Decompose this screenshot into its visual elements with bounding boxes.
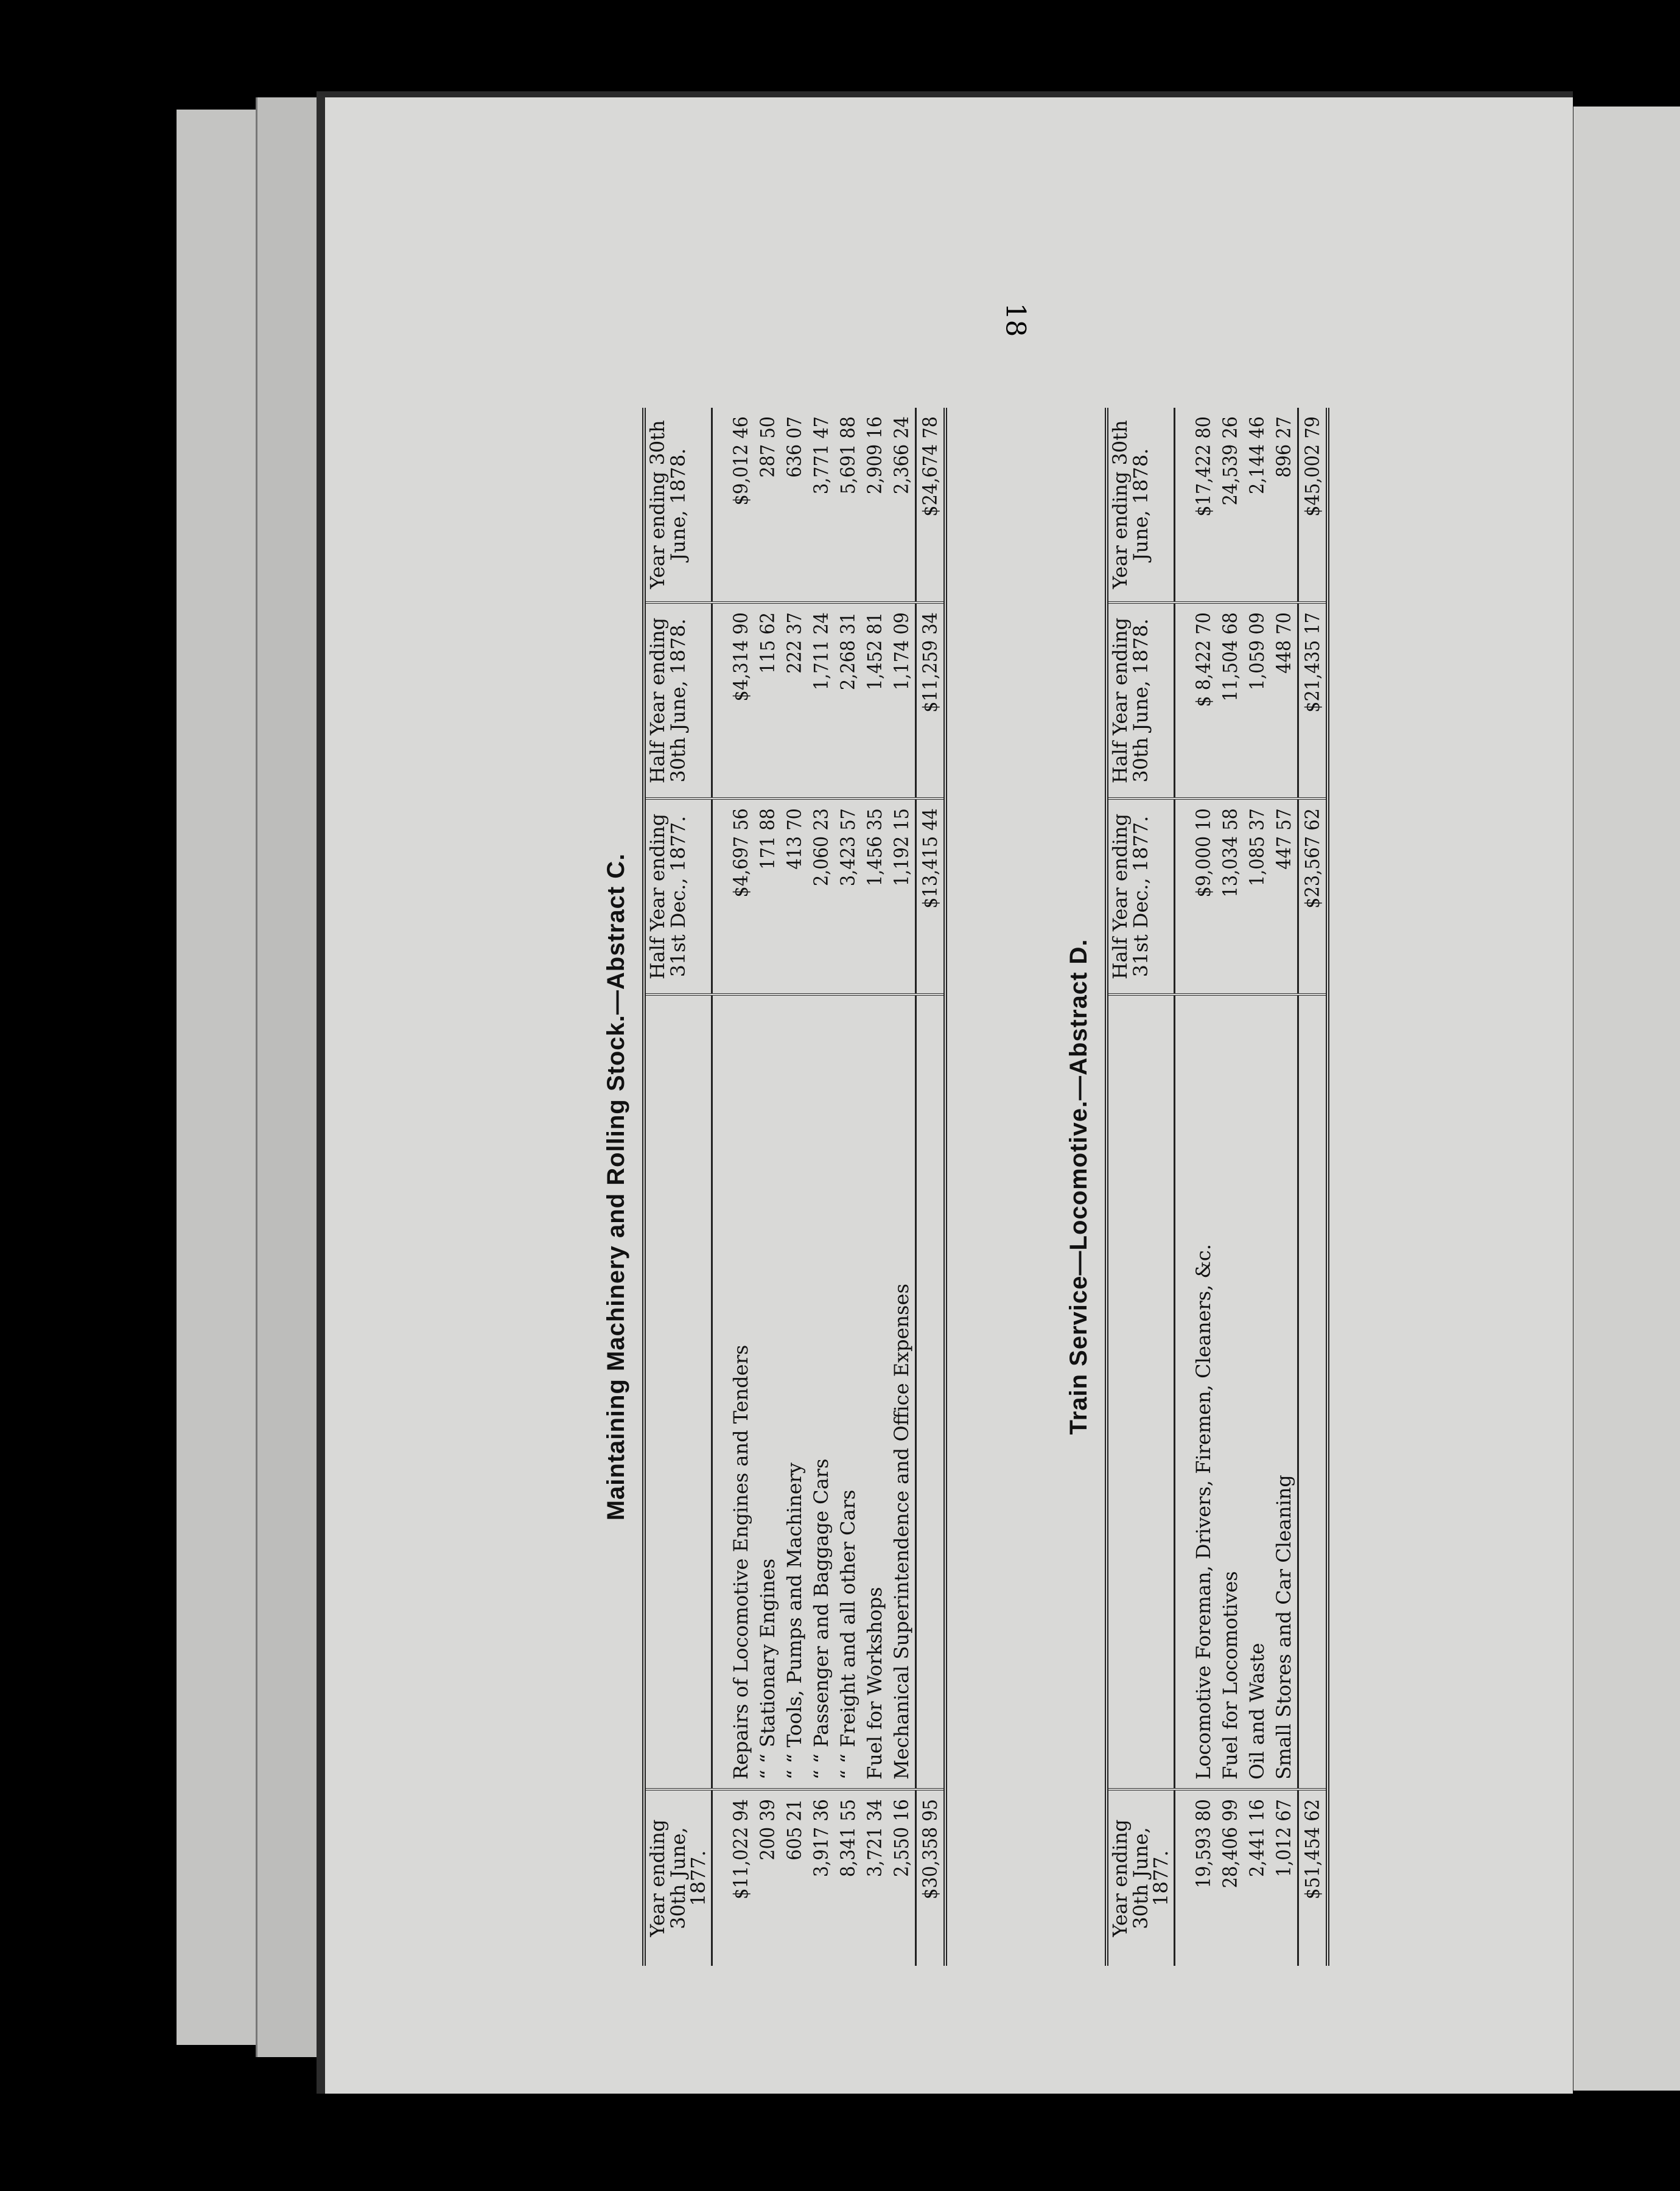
totals-row [1298,408,1328,1966]
cell-half-1878: 1,711 24 [808,603,835,798]
total-half-1878: $11,259 34 [915,603,945,798]
cell-item: “ “ Passenger and Baggage Cars [808,994,835,1789]
cell-year-1877: 605 21 [781,1789,808,1966]
total-year-1877: $30,358 95 [915,1789,945,1966]
cell-half-1878: $4,314 90 [727,603,754,798]
totals-row [915,408,945,1966]
cell-year-1877: 3,721 34 [861,1789,888,1966]
header-items [644,994,712,1789]
cell-year-1878: 287 50 [755,416,779,478]
header-items [1107,994,1174,1789]
table-row [754,408,781,1966]
cell-item: “ “ Stationary Engines [754,994,781,1789]
cell-half-1877: 447 57 [1270,798,1298,994]
cell-half-1878: $ 8,422 70 [1190,603,1217,798]
cell-half-1878: 1,452 81 [861,603,888,798]
cell-item: Mechanical Superintendence and Office Expenses [888,994,916,1789]
cell-half-1878: 222 37 [781,603,808,798]
header-half-june-1878: Half Year ending 30th June, 1878. [644,603,712,798]
cell-year-1877: 28,406 99 [1217,1789,1244,1966]
cell-year-1877: 8,341 55 [835,1789,861,1966]
table-row [1217,408,1244,1966]
abstract-title: Train Service—Locomotive.—Abstract D. [1065,938,1092,1435]
table-row [835,408,861,1966]
total-half-1877: $13,415 44 [915,798,945,994]
cell-half-1878: 2,268 31 [835,603,861,798]
total-half-1878: $21,435 17 [1298,603,1328,798]
header-year-1877: Year ending 30th June, 1877. [1107,1789,1174,1966]
cell-year-1878: 5,691 88 [836,416,859,495]
cell-item: “ “ Tools, Pumps and Machinery [781,994,808,1789]
cell-year-1878: 2,144 46 [1245,416,1269,495]
cell-year-1878: 24,539 26 [1218,416,1242,506]
cell-half-1877: 413 70 [781,798,808,994]
abstract-table [1105,408,1329,1966]
cell-half-1878: 1,059 09 [1244,603,1270,798]
total-half-1877: $23,567 62 [1298,798,1328,994]
table-row [808,408,835,1966]
abstract-table [642,408,947,1966]
table-row [1190,408,1217,1966]
abstract-d [1065,408,1329,1966]
cell-item: “ “ Freight and all other Cars [835,994,861,1789]
table-row [727,408,754,1966]
table-row [861,408,888,1966]
total-year-1878: $24,674 78 [915,408,945,603]
table-row [888,408,916,1966]
total-year-1878: $45,002 79 [1298,408,1328,603]
cell-year-1878: $17,422 80 [1191,416,1215,517]
cell-year-1878: $9,012 46 [729,416,752,506]
cell-year-1878: 896 27 [1272,416,1295,478]
table-row [781,408,808,1966]
cell-item: Repairs of Locomotive Engines and Tenders [727,994,754,1789]
cell-half-1877: $4,697 56 [727,798,754,994]
cell-year-1877: 2,441 16 [1244,1789,1270,1966]
cell-half-1877: 3,423 57 [835,798,861,994]
cell-item: Fuel for Workshops [861,994,888,1789]
cell-year-1877: 200 39 [754,1789,781,1966]
cell-half-1878: 11,504 68 [1217,603,1244,798]
cell-half-1878: 115 62 [754,603,781,798]
cell-half-1877: 171 88 [754,798,781,994]
cell-year-1877: 2,550 16 [888,1789,916,1966]
abstract-c [603,408,947,1966]
cell-year-1878: 636 07 [782,416,806,478]
cell-item: Fuel for Locomotives [1217,994,1244,1789]
abstract-title: Maintaining Machinery and Rolling Stock.—Abstract C. [603,853,629,1521]
facing-page-edge [1567,107,1680,2091]
cell-half-1877: 1,192 15 [888,798,916,994]
cell-year-1877: 1,012 67 [1270,1789,1298,1966]
cell-half-1877: 1,456 35 [861,798,888,994]
cell-year-1877: 19,593 80 [1190,1789,1217,1966]
header-year-1878: Year ending 30th June, 1878. [644,408,712,603]
cell-year-1877: 3,917 36 [808,1789,835,1966]
header-year-1877: Year ending 30th June, 1877. [644,1789,712,1966]
cell-year-1878: 2,366 24 [889,416,913,495]
header-year-1878: Year ending 30th June, 1878. [1107,408,1174,603]
cell-item: Locomotive Foreman, Drivers, Firemen, Cleaners, &c. [1190,994,1217,1789]
table-row [1244,408,1270,1966]
cell-half-1878: 1,174 09 [888,603,916,798]
header-half-june-1878: Half Year ending 30th June, 1878. [1107,603,1174,798]
total-year-1877: $51,454 62 [1298,1789,1328,1966]
header-half-dec-1877: Half Year ending 31st Dec., 1877. [1107,798,1174,994]
cell-year-1878: 3,771 47 [809,416,833,495]
table-row [1270,408,1298,1966]
rotated-content [603,408,1455,1966]
cell-item: Oil and Waste [1244,994,1270,1789]
cell-half-1878: 448 70 [1270,603,1298,798]
cell-half-1877: 13,034 58 [1217,798,1244,994]
cell-item: Small Stores and Car Cleaning [1270,994,1298,1789]
cell-half-1877: 1,085 37 [1244,798,1270,994]
cell-half-1877: $9,000 10 [1190,798,1217,994]
cell-half-1877: 2,060 23 [808,798,835,994]
cell-year-1878: 2,909 16 [863,416,886,495]
page-number: 18 [999,302,1031,337]
header-half-dec-1877: Half Year ending 31st Dec., 1877. [644,798,712,994]
cell-year-1877: $11,022 94 [727,1789,754,1966]
